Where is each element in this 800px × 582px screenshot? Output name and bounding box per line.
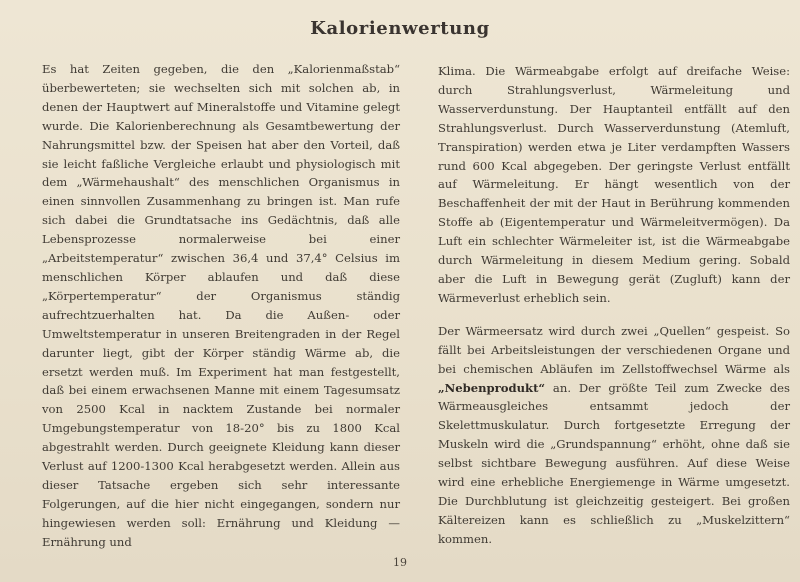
right-paragraph-2-end: an. Der größte Teil zum Zwecke des Wärmeausgleiches entsammt jedoch der Skelettmuskulatur. Durch fortgesetzte Erregung der Muskeln wird die „Grundspannung“ erhöht, ohne daß sie selbst sichtbare Bewegung ausführen. Auf diese Weise wird eine erhebliche Energiemenge in Wärme umgesetzt. Die Durchblutung ist gleichzeitig gesteigert. Bei großen Kältereizen kann es schließlich zu „Muskelzittern“ kommen.	[438, 380, 790, 546]
right-column	[438, 62, 790, 549]
page-number: 19	[393, 556, 407, 569]
emphasis-nebenprodukt: „Nebenprodukt“	[438, 380, 546, 395]
page-title: Kalorienwertung	[310, 18, 490, 39]
right-paragraph-2	[438, 322, 790, 549]
left-paragraph-1: Es hat Zeiten gegeben, die den „Kalorienmaßstab“ überbewerteten; sie wechselten sich mit solchen ab, in denen der Hauptwert auf Mineralstoffe und Vitamine gelegt wurde. Die Kalorienberechnung als Gesamtbewertung der Nahrungsmittel bzw. der Speisen hat aber den Vorteil, daß sie leicht faßliche Vergleiche erlaubt und physiologisch mit dem „Wärmehaushalt“ des menschlichen Organismus in einen sinnvollen Zusammenhang zu bringen ist. Man rufe sich dabei die Grundtatsache ins Gedächtnis, daß alle Lebensprozesse normalerweise bei einer „Arbeitstemperatur“ zwischen 36,4 und 37,4° Celsius im menschlichen Körper ablaufen und daß diese „Körpertemperatur“ der Organismus ständig aufrechtzuerhalten hat. Da die Außen- oder Umweltstemperatur in unseren Breitengraden in der Regel darunter liegt, gibt der Körper ständig Wärme ab, die ersetzt werden muß. Im Experiment hat man festgestellt, daß bei einem erwachsenen Manne mit einem Tagesumsatz von 2500 Kcal in nacktem Zustande bei normaler Umgebungstemperatur von 18-20° bis zu 1800 Kcal abgestrahlt werden. Durch geeignete Kleidung kann dieser Verlust auf 1200-1300 Kcal herabgesetzt werden. Allein aus dieser Tatsache ergeben sich sehr interessante Folgerungen, auf die hier nicht eingegangen, sondern nur hingewiesen werden soll: Ernährung und Kleidung — Ernährung und	[42, 62, 400, 549]
right-paragraph-1: Klima. Die Wärmeabgabe erfolgt auf dreifache Weise: durch Strahlungsverlust, Wärmeleitung und Wasserverdunstung. Der Hauptanteil entfällt auf den Strahlungsverlust. Durch Wasserverdunstung (Atemluft, Transpiration) werden etwa je Liter verdampften Wassers rund 600 Kcal abgegeben. Der geringste Verlust entfällt auf Wärmeleitung. Er hängt wesentlich von der Beschaffenheit der mit der Haut in Berührung kommenden Stoffe ab (Eigentemperatur und Wärmeleitvermögen). Da Luft ein schlechter Wärmeleiter ist, ist die Wärmeabgabe durch Wärmeleitung in diesem Medium gering. Sobald aber die Luft in Bewegung gerät (Zugluft) kann der Wärmeverlust erheblich sein.	[438, 64, 790, 305]
right-paragraph-2-start: Der Wärmeersatz wird durch zwei „Quellen“ gespeist. So fällt bei Arbeitsleistungen der verschiedenen Organe und bei chemischen Abläufen im Zellstoffwechsel Wärme als	[438, 323, 790, 376]
left-column	[42, 60, 400, 552]
